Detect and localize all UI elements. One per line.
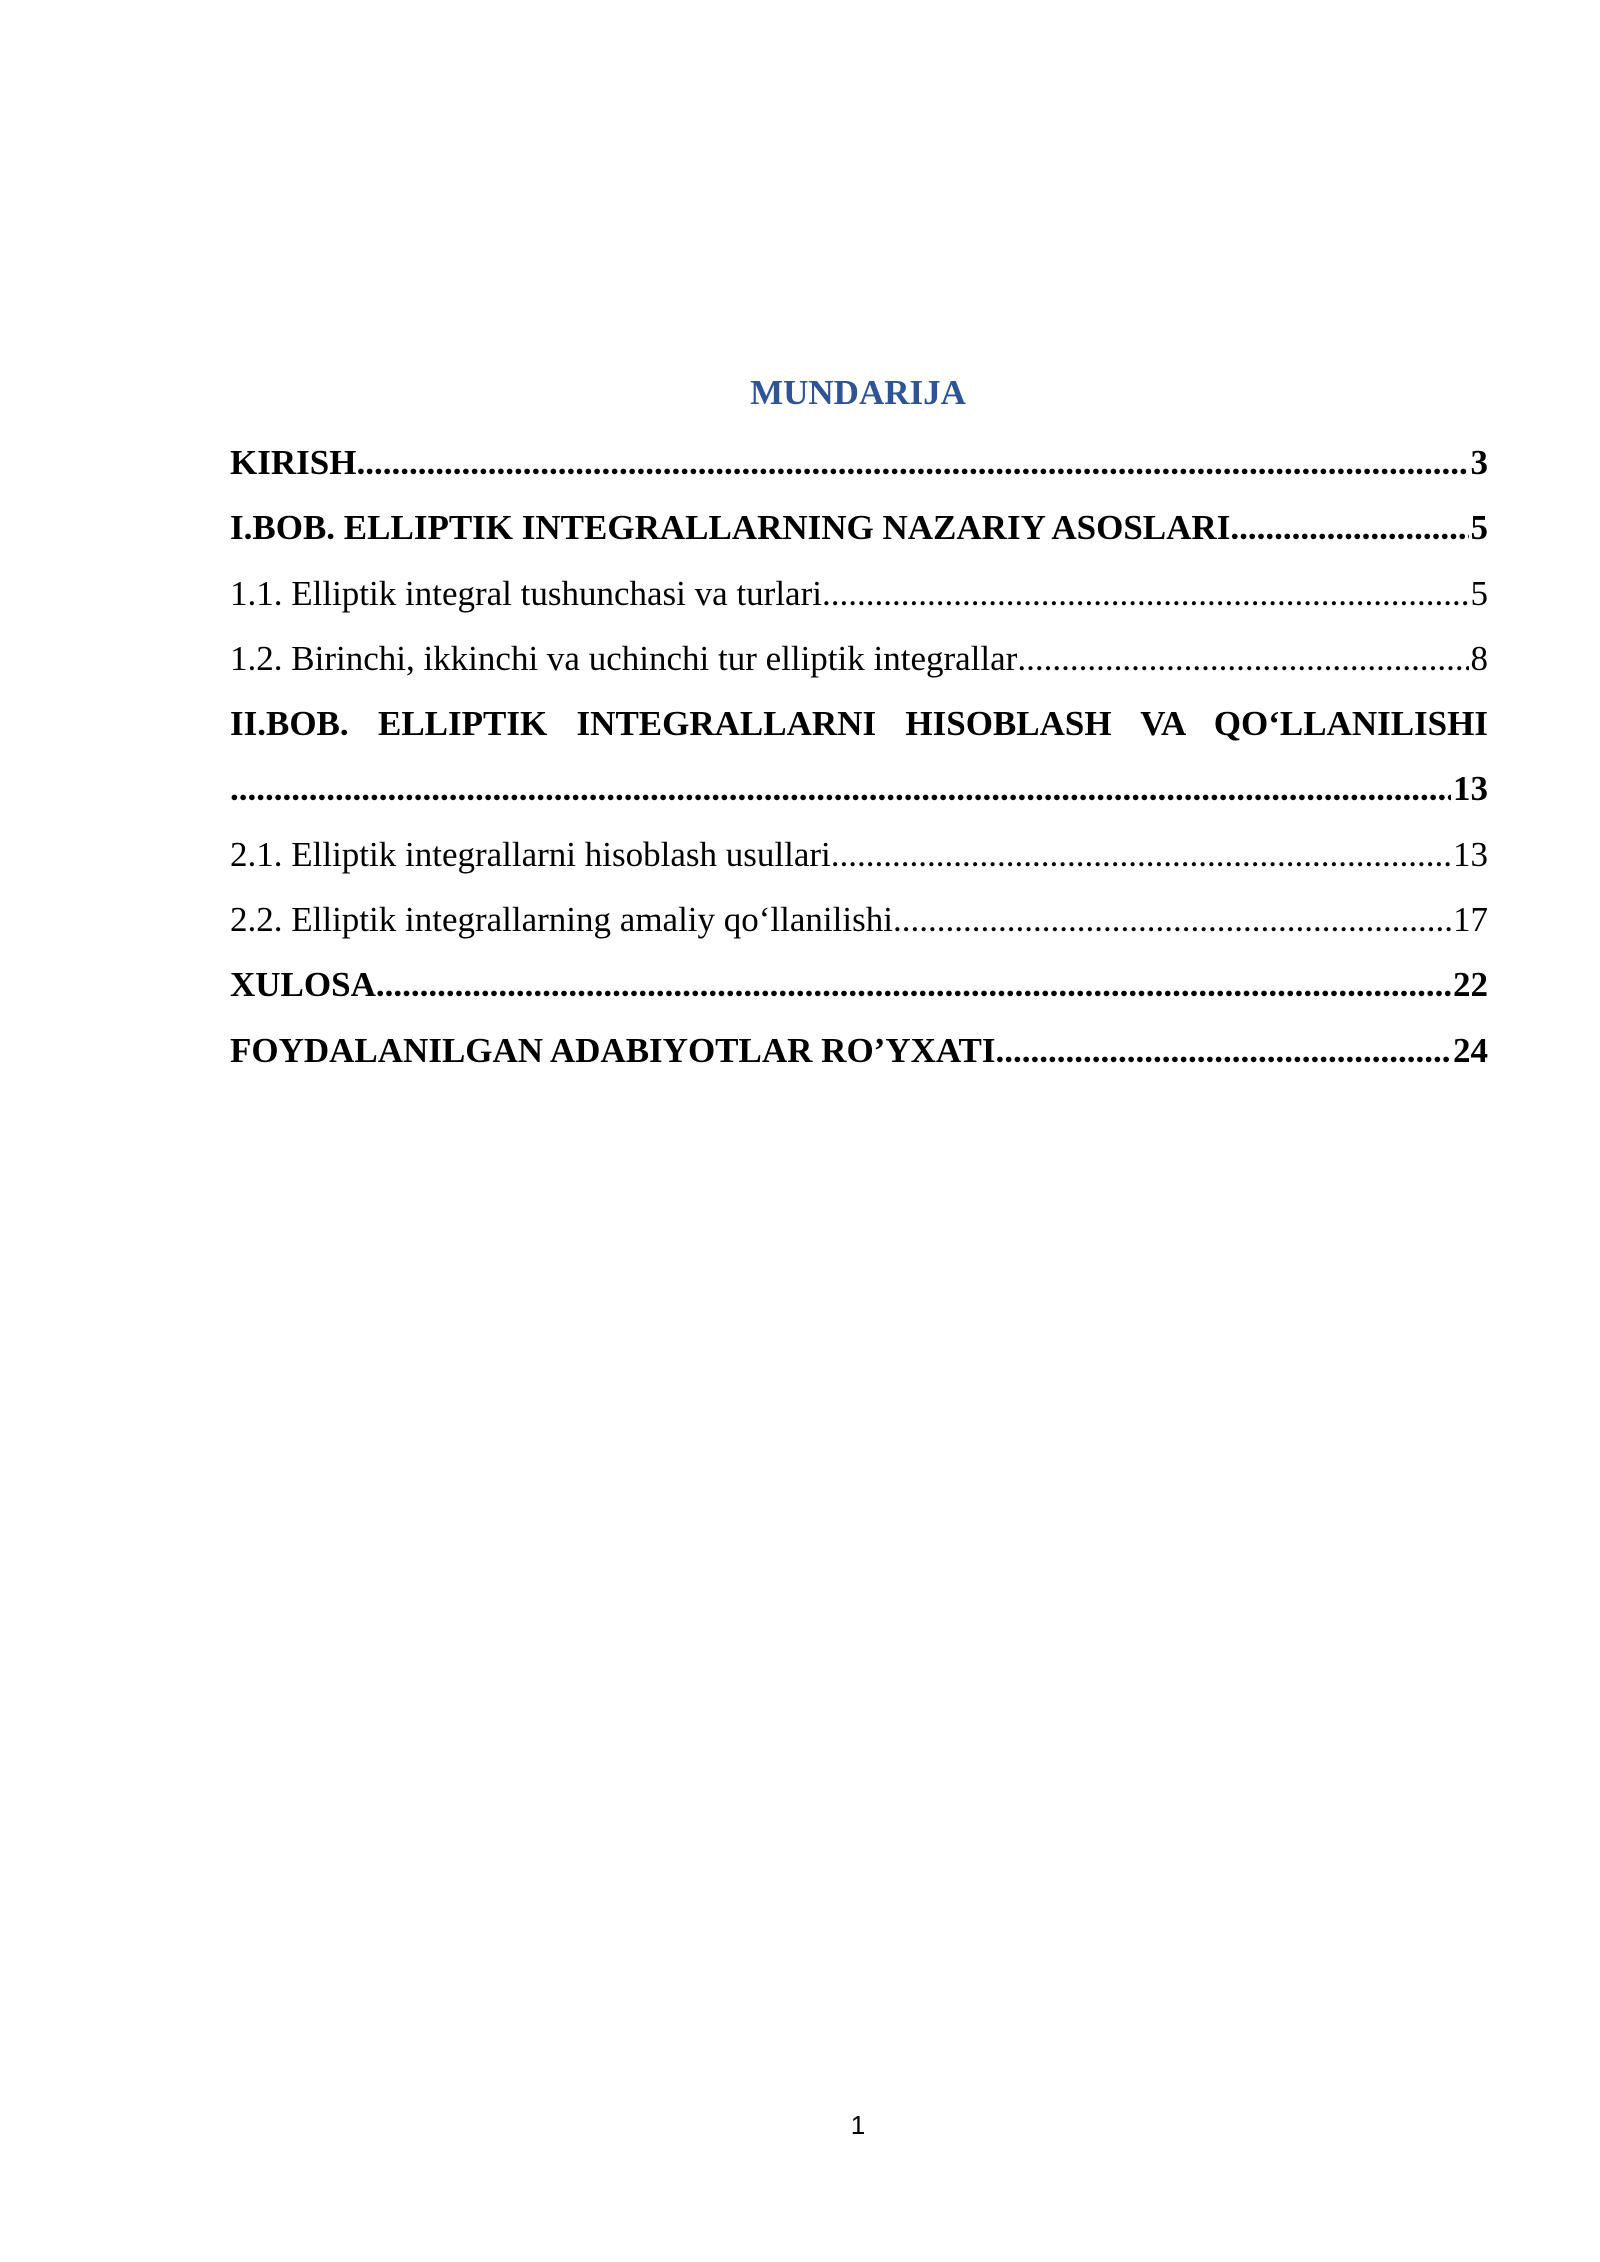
toc-title: MUNDARIJA [750, 373, 966, 412]
toc-entry-section-2-1[interactable] [230, 822, 1488, 887]
toc-dot-leader [230, 756, 1451, 821]
toc-entry-page: 24 [1453, 1030, 1488, 1070]
page-number: 1 [850, 2110, 866, 2140]
toc-entry-page: 5 [1470, 508, 1488, 548]
toc-entry-chapter-2[interactable] [230, 691, 1488, 822]
toc-entry-page: 22 [1453, 965, 1488, 1005]
toc-entry-label: II.BOB. ELLIPTIK INTEGRALLARNI HISOBLASH VA QO‘LLANILISHI [230, 704, 1488, 744]
toc-entry-references[interactable] [230, 1018, 1488, 1083]
table-of-contents [230, 430, 1488, 1083]
toc-entry-section-1-1[interactable] [230, 561, 1488, 626]
toc-dot-leader [822, 561, 1469, 626]
toc-entry-label: 1.2. Birinchi, ikkinchi va uchinchi tur elliptik integrallar [230, 638, 1018, 678]
toc-dot-leader [831, 822, 1451, 887]
toc-entry-label: KIRISH [230, 443, 357, 482]
toc-dot-leader [1017, 626, 1468, 691]
toc-dot-leader [996, 1018, 1451, 1083]
toc-dot-leader [1230, 495, 1468, 560]
toc-entry-page: 13 [1453, 834, 1488, 874]
toc-entry-label: 1.1. Elliptik integral tushunchasi va turlari [230, 573, 822, 613]
toc-entry-label: 2.2. Elliptik integrallarning amaliy qo‘llanilishi [230, 900, 893, 940]
toc-entry-label: FOYDALANILGAN ADABIYOTLAR RO’YXATI [230, 1030, 996, 1070]
toc-dot-leader [356, 430, 1468, 495]
toc-dot-leader [376, 952, 1451, 1017]
toc-entry-page: 3 [1470, 443, 1488, 482]
toc-entry-kirish[interactable] [230, 430, 1488, 495]
toc-entry-label: 2.1. Elliptik integrallarni hisoblash usullari [230, 834, 831, 874]
toc-entry-label: XULOSA [230, 965, 376, 1005]
toc-entry-page: 13 [1453, 769, 1488, 809]
toc-dot-leader [893, 887, 1451, 952]
toc-entry-section-2-2[interactable] [230, 887, 1488, 952]
toc-entry-page: 5 [1470, 573, 1488, 613]
toc-entry-page: 8 [1470, 638, 1488, 678]
toc-entry-xulosa[interactable] [230, 952, 1488, 1017]
toc-entry-chapter-1[interactable] [230, 495, 1488, 560]
toc-entry-label: I.BOB. ELLIPTIK INTEGRALLARNING NAZARIY ASOSLARI [230, 508, 1231, 548]
toc-entry-page: 17 [1453, 900, 1488, 940]
toc-entry-section-1-2[interactable] [230, 626, 1488, 691]
